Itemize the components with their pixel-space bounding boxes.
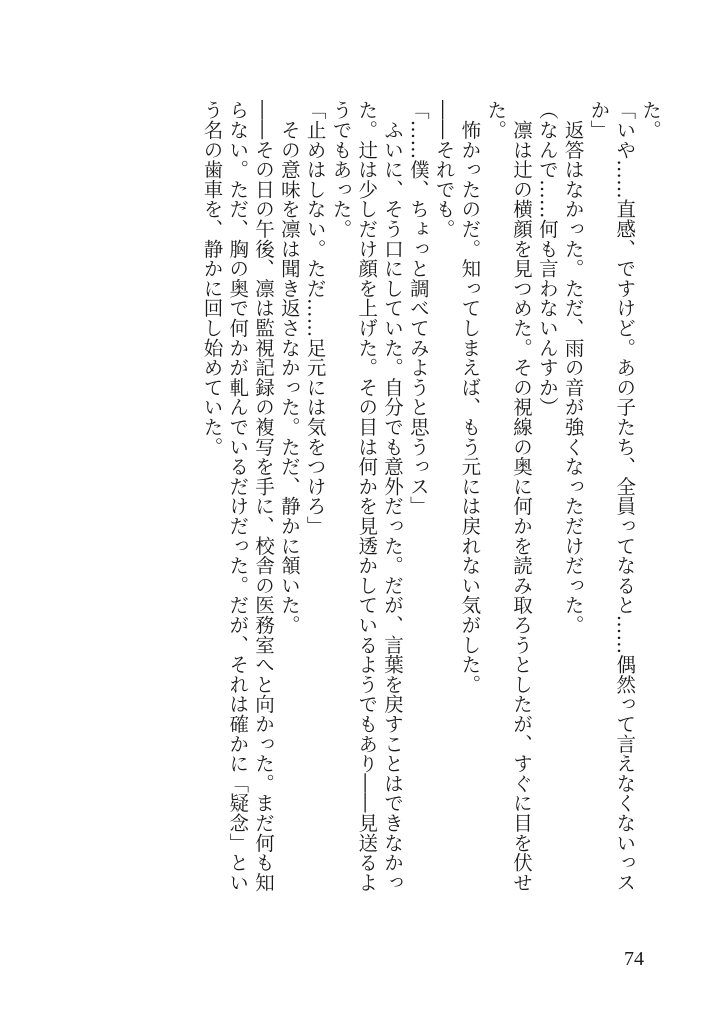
text-line: た。 xyxy=(639,100,662,140)
text-line: か」 xyxy=(587,100,611,140)
vertical-body-text xyxy=(63,100,663,960)
text-line: 「いや……直感、ですけど。あの子たち、全員ってなると……偶然って言えなくないっス xyxy=(613,100,637,892)
text-line: うでもあった。 xyxy=(329,100,353,239)
text-line: 「……僕、ちょっと調べてみようと思うっス」 xyxy=(406,100,430,516)
text-line: 「止めはしない。ただ……足元には気をつけろ」 xyxy=(303,100,327,536)
page-number: 74 xyxy=(624,948,644,970)
text-line: その意味を凛は聞き返さなかった。ただ、静かに頷いた。 xyxy=(277,100,301,635)
text-line: （なんで……何も言わないんすか） xyxy=(535,100,559,417)
text-line: 凛は辻の横顔を見つめた。その視線の奥に何かを読み取ろうとしたが、すぐに目を伏せ xyxy=(510,100,534,892)
text-line: らない。ただ、胸の奥で何かが軋んでいるだけだった。だが、それは確かに「疑念」とい xyxy=(226,100,250,892)
text-line: ――その日の午後、凛は監視記録の複写を手に、校舎の医務室へと向かった。まだ何も知 xyxy=(252,100,276,892)
text-line: ふいに、そう口にしていた。自分でも意外だった。だが、言葉を戻すことはできなかっ xyxy=(381,100,405,892)
text-line: う名の歯車を、静かに回し始めていた。 xyxy=(200,100,224,457)
text-line: ――それでも。 xyxy=(432,100,456,239)
text-line: 返答はなかった。ただ、雨の音が強くなっただけだった。 xyxy=(561,100,585,635)
text-line: た。 xyxy=(484,100,508,140)
text-line: 怖かったのだ。知ってしまえば、もう元には戻れない気がした。 xyxy=(458,100,482,694)
text-line: た。辻は少しだけ顔を上げた。その目は何かを見透かしているようでもあり――見送るよ xyxy=(355,100,379,892)
